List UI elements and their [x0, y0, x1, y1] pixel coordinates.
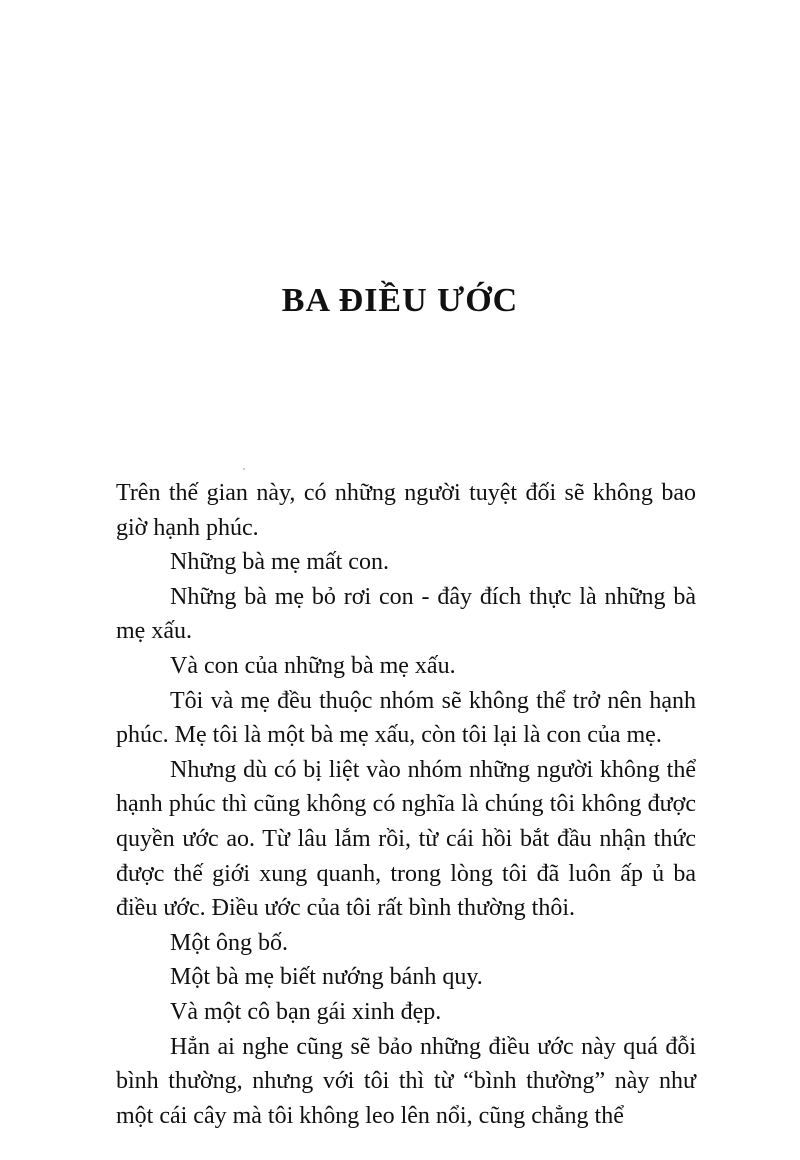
- paragraph-2: Những bà mẹ mất con.: [170, 549, 389, 576]
- paragraph-7: Một ông bố.: [170, 929, 289, 956]
- paragraph-9: Và một cô bạn gái xinh đẹp.: [170, 998, 442, 1025]
- paragraph-5: Tôi và mẹ đều thuộc nhóm sẽ không thể trở nên hạnh phúc. Mẹ tôi là một bà mẹ xấu, còn tôi lại là con của mẹ.: [116, 687, 696, 749]
- paragraph-1: Trên thế gian này, có những người tuyệt đối sẽ không bao giờ hạnh phúc.: [116, 480, 696, 541]
- paragraph-10: Hẳn ai nghe cũng sẽ bảo những điều ước này quá đỗi bình thường, nhưng với tôi thì từ “bình thường” này như một cái cây mà tôi không leo lên nổi, cũng chẳng thể: [116, 1033, 696, 1129]
- body-text: [116, 476, 696, 1133]
- paragraph-6: Nhưng dù có bị liệt vào nhóm những người không thể hạnh phúc thì cũng không có nghĩa là chúng tôi không được quyền ước ao. Từ lâu lắm rồi, từ cái hồi bắt đầu nhận thức được thế giới xung quanh, trong lòng tôi đã luôn ấp ủ ba điều ước. Điều ước của tôi rất bình thường thôi.: [116, 756, 696, 922]
- paragraph-8: Một bà mẹ biết nướng bánh quy.: [170, 964, 483, 991]
- paragraph-4: Và con của những bà mẹ xấu.: [170, 652, 456, 679]
- print-speck: [243, 468, 245, 470]
- paragraph-3: Những bà mẹ bỏ rơi con - đây đích thực là những bà mẹ xấu.: [116, 583, 696, 645]
- chapter-title: BA ĐIỀU ƯỚC: [281, 282, 519, 319]
